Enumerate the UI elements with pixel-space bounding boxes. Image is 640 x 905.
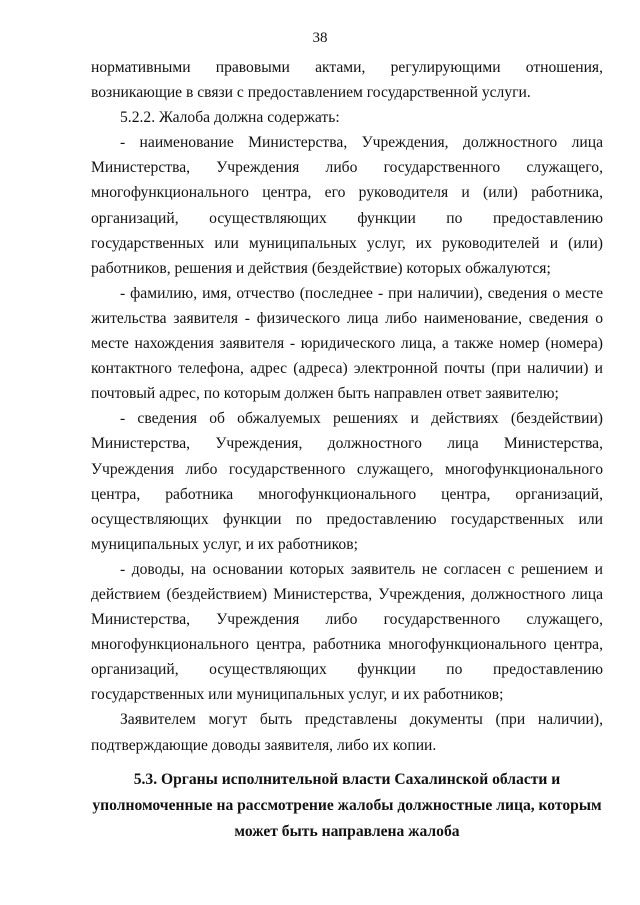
page-number: 38	[312, 30, 328, 46]
document-body	[91, 55, 603, 758]
section-heading-5-3	[91, 767, 603, 845]
paragraph-continuation: нормативными правовыми актами, регулирующими отношения, возникающие в связи с предоставлением государственной услуги.	[91, 59, 603, 102]
paragraph-item-name: - наименование Министерства, Учреждения, должностного лица Министерства, Учреждения либо государственного служащего, многофункционального центра, его руководителя и (или) работника, организаций, осуществляющих функции по предоставлению государственных или муниципальных услуг, их руководителей и (или) работников, решения и действия (бездействие) которых обжалуются;	[91, 134, 603, 277]
paragraph-item-applicant: - фамилию, имя, отчество (последнее - при наличии), сведения о месте жительства заявителя - физического лица либо наименование, сведения о месте нахождения заявителя - юридического лица, а также номер (номера) контактного телефона, адрес (адреса) электронной почты (при наличии) и почтовый адрес, по которым должен быть направлен ответ заявителю;	[91, 284, 603, 403]
paragraph-documents: Заявителем могут быть представлены документы (при наличии), подтверждающие доводы заявителя, либо их копии.	[91, 711, 603, 754]
heading-line: может быть направлена жалоба	[234, 823, 460, 840]
heading-line: 5.3. Органы исполнительной власти Сахалинской области и	[133, 771, 561, 788]
paragraph-item-arguments: - доводы, на основании которых заявитель не согласен с решением и действием (бездействием) Министерства, Учреждения, должностного лица Министерства, Учреждения либо государственного служащего, многофункционального центра, работника многофункционального центра, организаций, осуществляющих функции по предоставлению государственных или муниципальных услуг, и их работников;	[91, 560, 603, 704]
heading-line: уполномоченные на рассмотрение жалобы должностные лица, которым	[92, 797, 602, 814]
paragraph-clause-5-2-2: 5.2.2. Жалоба должна содержать:	[120, 109, 340, 127]
paragraph-item-decisions: - сведения об обжалуемых решениях и действиях (бездействии) Министерства, Учреждения, должностного лица Министерства, Учреждения либо государственного служащего, многофункционального центра, работника многофункционального центра, организаций, осуществляющих функции по предоставлению государственных или муниципальных услуг, и их работников;	[91, 410, 603, 553]
